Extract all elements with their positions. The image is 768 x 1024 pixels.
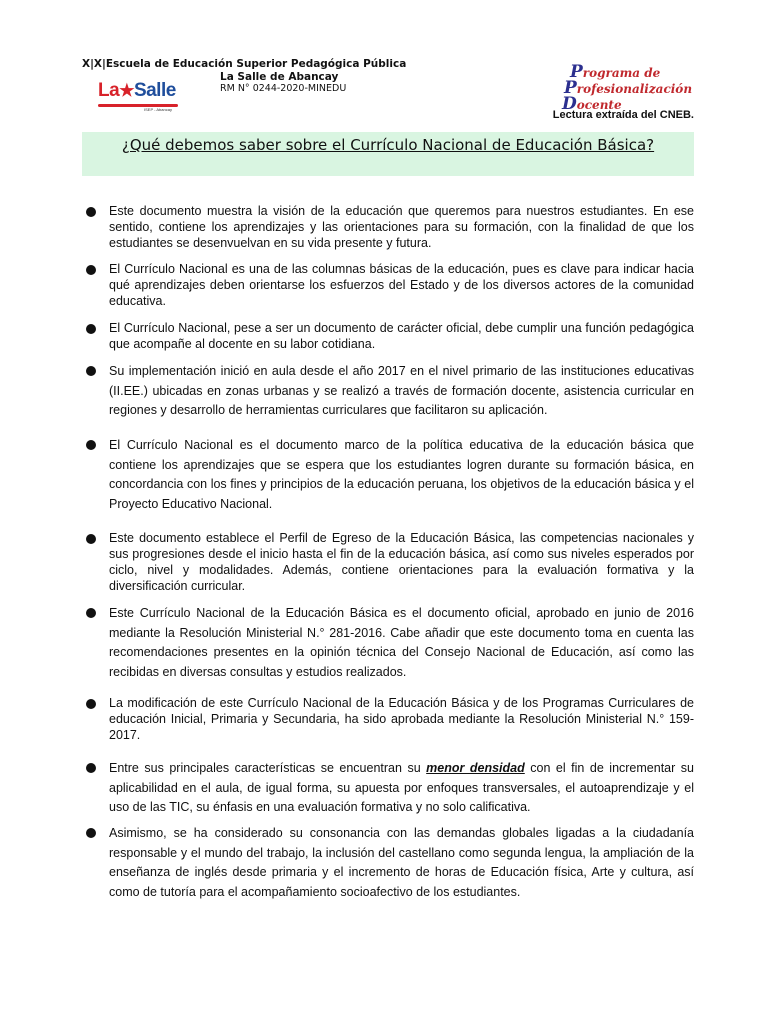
logo-small-text: ISEP - Abancay — [144, 107, 172, 112]
bullet-icon — [86, 534, 96, 544]
list-item — [86, 261, 694, 309]
paragraph: El Currículo Nacional es el documento marco de la política educativa de la educación básica que contiene los aprendizajes que se espera que los estudiantes logren durante su formación básica, en concordancia con los fines y principios de la educación peruana, los objetivos de la educación básica y el Proyecto Educativo Nacional. — [109, 438, 694, 511]
list-item — [86, 362, 694, 421]
logo-word-docente: ocente — [576, 98, 622, 112]
bullet-icon — [86, 265, 96, 275]
bullet-icon — [86, 699, 96, 709]
list-item — [86, 824, 694, 902]
paragraph: Asimismo, se ha considerado su consonancia con las demandas globales ligadas a la ciudadanía responsable y el mundo del trabajo, la inclusión del castellano como segunda lengua, la ampliación de la enseñanza de inglés desde primaria y el incremento de horas de Educación física, Arte y cultura, así como de tutoría para el acompañamiento socioafectivo de los estudiantes. — [109, 826, 694, 899]
bullet-icon — [86, 324, 96, 334]
bullet-icon — [86, 440, 96, 450]
programa-profesionalizacion-logo: Programa de Profesionalización Docente — [562, 62, 693, 114]
bullet-icon — [86, 608, 96, 618]
paragraph: La modificación de este Currículo Nacional de la Educación Básica y de los Programas Curriculares de educación Inicial, Primaria y Secundaria, ha sido aprobada mediante la Resolución Ministerial N.° 159-2017. — [109, 696, 694, 742]
la-salle-logo — [98, 76, 188, 116]
logo-salle-text: Salle — [133, 80, 176, 101]
logo-la-text: La — [98, 80, 120, 101]
list-item — [86, 759, 694, 818]
list-item — [86, 203, 694, 251]
document-title: ¿Qué debemos saber sobre el Currículo Nacional de Educación Básica? — [121, 136, 655, 154]
paragraph-with-emphasis — [109, 759, 694, 818]
logo-word-profesionalizacion: rofesionalización — [576, 82, 693, 96]
list-item — [86, 320, 694, 352]
title-box — [82, 132, 694, 176]
institution-name: X|X|Escuela de Educación Superior Pedagógica Pública — [82, 58, 407, 70]
paragraph-text: con el fin de incrementar su aplicabilidad en el aula, de igual forma, su apuesta por enfoques transversales, el autoaprendizaje y el uso de las TIC, su énfasis en una evaluación formativa y no solo calificativa. — [109, 761, 694, 814]
paragraph: Este documento muestra la visión de la educación que queremos para nuestros estudiantes. En ese sentido, contiene los aprendizajes y las orientaciones para su formación, con la finalidad de que los estudiantes se desenvuelvan en su vida presente y futura. — [109, 204, 694, 250]
paragraph: Su implementación inició en aula desde el año 2017 en el nivel primario de las instituciones educativas (II.EE.) ubicadas en zonas urbanas y se realizó a través de formación docente, asistencia curricular en regiones y desarrollo de herramientas curriculares que facilitaron su aplicación. — [109, 364, 694, 417]
paragraph: Este documento establece el Perfil de Egreso de la Educación Básica, las competencias nacionales y sus progresiones desde el inicio hasta el fin de la educación básica, así como sus niveles esperados por ciclo, nivel y modalidades. Además, contiene orientaciones para la evaluación formativa y la diversificación curricular. — [109, 531, 694, 593]
bullet-icon — [86, 763, 96, 773]
institution-campus: La Salle de Abancay — [220, 71, 339, 83]
institution-resolution: RM N° 0244-2020-MINEDU — [220, 83, 347, 94]
paragraph-text: Entre sus principales características se encuentran su — [109, 761, 427, 775]
bullet-icon — [86, 366, 96, 376]
paragraph: Este Currículo Nacional de la Educación Básica es el documento oficial, aprobado en junio de 2016 mediante la Resolución Ministerial N.° 281-2016. Cabe añadir que este documento toma en cuenta las recomendaciones presentes en la opinión técnica del Consejo Nacional de Educación, así como las recibidas en diversas consultas y estudios realizados. — [109, 606, 694, 679]
bullet-icon — [86, 828, 96, 838]
star-icon: ★ — [119, 81, 134, 100]
paragraph: El Currículo Nacional, pese a ser un documento de carácter oficial, debe cumplir una función pedagógica que acompañe al docente en su labor cotidiana. — [109, 321, 694, 351]
emphasis-text: menor densidad — [426, 761, 525, 775]
bullet-icon — [86, 207, 96, 217]
list-item — [86, 604, 694, 682]
logo-word-programa: rograma de — [582, 66, 661, 80]
list-item — [86, 436, 694, 514]
list-item — [86, 530, 694, 594]
paragraph: El Currículo Nacional es una de las columnas básicas de la educación, pues es clave para indicar hacia qué aprendizajes deben orientarse los esfuerzos del Estado y de los diversos actores de la comunidad educativa. — [109, 262, 694, 308]
list-item — [86, 695, 694, 743]
source-note: Lectura extraída del CNEB. — [552, 109, 694, 121]
